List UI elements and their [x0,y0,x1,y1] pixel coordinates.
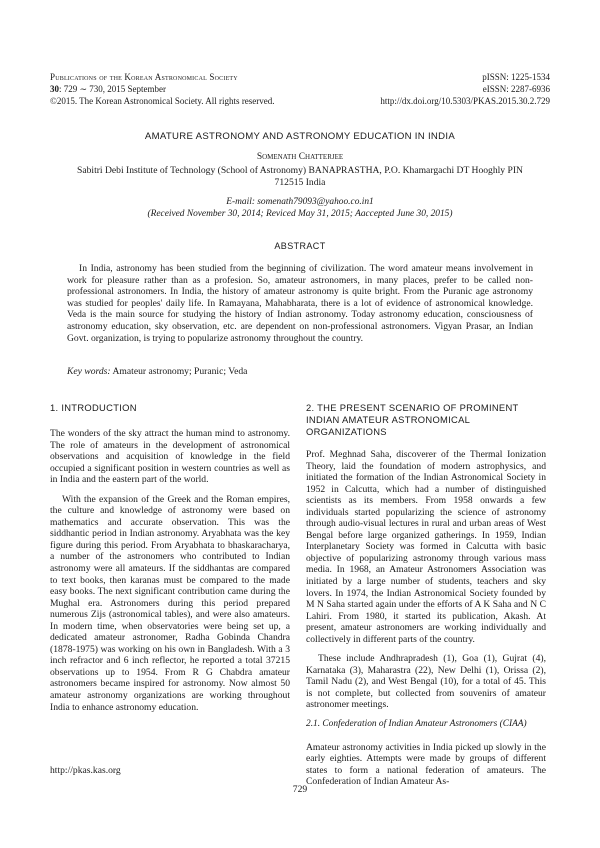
issn-header [300,71,550,107]
paper-title: AMATURE ASTRONOMY AND ASTRONOMY EDUCATION IN INDIA [144,131,456,142]
volume-number: 30 [50,84,59,94]
intro-paragraph-2: With the expansion of the Greek and the Roman empires, the culture and knowledge of astronomy were based on mathematics and accurate observation. This was the siddhantic period in Indian astronomy. Aryabhata was the key figure during this period. From Aryabhata to bhaskaracharya, a number of the astronomers who contributed to Indian astronomy were all amateurs. If the siddhantas are compared to text books, then karanas must be compared to the made easy books. The next significant contribution came during the Mughal era. Astronomers during this period prepared numerous Zijs (astronomical tables), and were also amateurs. In modern time, when observatories were being set up, a dedicated amateur astronomer, Radha Gobinda Chandra (1878-1975) was working on his own in Bangladesh. With a 3 inch refractor and 6 inch reflector, he reported a total 37215 observations up to 1954. From R G Chabdra amateur astronomers became inspired for astronomy. Now almost 50 amateur astronomy organizations are working throughout India to enhance astronomy education. [50,493,290,713]
affiliation [50,165,550,189]
pages-date: : 729 ∼ 730, 2015 September [59,84,167,94]
doi-link[interactable]: http://dx.doi.org/10.5303/PKAS.2015.30.2.729 [380,96,550,106]
abstract-text: In India, astronomy has been studied from the beginning of civilization. The word amateur means involvement in work for pleasure rather than as a profesion. So, amateur astronomers, in many places, prefer to be called non-professional astronomers. In India, the history of amateur astronomy is quite bright. From the Puranic age astronomy was studied for peoples' daily life. In Ramayana, Mahabharata, there is a lot of evidence of astronomical knowledge. Veda is the main source for studying the history of Indian astronomy. Today astronomy education, consciousness of astronomy education, sky observation, etc. are dependent on non-professional astronomers. Vigyan Prasar, an Indian Govt. organization, is trying to popularize astronomy throughout the country. [67,263,533,344]
eissn: eISSN: 2287-6936 [482,84,550,94]
scenario-paragraph-1: Prof. Meghnad Saha, discoverer of the Thermal Ionization Theory, laid the foundation of modern astrophysics, and initiated the formation of the Indian Astronomical Society in 1952 in Calcutta, which had a number of distinguished scientists as its members. From 1958 onwards a few individuals started popularizing the science of astronomy through audio-visual lectures in rural and urban areas of West Bengal before large organized gatherings. In 1959, Indian Interplanetary Society was formed in Calcutta with basic objective of popularizing astronomy through various mass media. In 1968, an Amateur Astronomers Association was initiated by a large number of students, teachers and sky lovers. In 1974, the Indian Astronomical Society founded by M N Saha started again under the efforts of A K Saha and N C Lahiri. From 1980, it started its publication, Akash. At present, amateur astronomers are working individually and collectively in different parts of the country. [306,449,546,645]
title-block [50,131,550,219]
copyright: ©2015. The Korean Astronomical Society. All rights reserved. [50,96,275,106]
received-dates: (Received November 30, 2014; Reviced May 31, 2015; Aaccepted June 30, 2015) [147,209,453,219]
pissn: pISSN: 1225-1534 [482,72,550,82]
page-number: 729 [292,784,308,795]
footer-url[interactable]: http://pkas.kas.org [50,765,121,776]
intro-paragraph-1: The wonders of the sky attract the human mind to astronomy. The role of amateurs in the development of astronomical observations and acquisition of knowledge in the field occupied a significant position in western countries as well as in India and the eastern part of the world. [50,428,290,486]
left-column [50,402,290,721]
scenario-paragraph-2: These include Andhrapradesh (1), Goa (1), Gujrat (4), Karnataka (3), Maharastra (22), New Delhi (1), Orissa (2), Tamil Nadu (2), and West Bengal (10), for a total of 45. This is not complete, but collected from souvenirs of amateur astronomer meetings. [306,653,546,711]
affiliation-line-2: 712515 India [274,177,326,188]
section-heading-present-scenario: 2. THE PRESENT SCENARIO OF PROMINENT INDIAN AMATEUR ASTRONOMICAL ORGANIZATIONS [306,402,519,437]
journal-name: Publications of the Korean Astronomical Society [50,72,238,82]
affiliation-line-1: Sabitri Debi Institute of Technology (School of Astronomy) BANAPRASTHA, P.O. Khamargachi DT Hooghly PIN [77,165,523,176]
section-heading-introduction: 1. INTRODUCTION [50,402,137,413]
keywords [67,366,533,377]
author-name: Somenath Chatterjee [256,152,344,162]
author-email[interactable]: E-mail: somenath79093@yahoo.co.in1 [226,197,374,207]
subsection-heading-ciaa: 2.1. Confederation of Indian Amateur Astronomers (CIAA) [306,719,527,730]
abstract-heading: ABSTRACT [274,241,326,251]
keywords-label: Key words: [67,366,111,377]
ciaa-paragraph: Amateur astronomy activities in India picked up slowly in the early eighties. Attempts were made by groups of different states to form a national federation of amateurs. The Confederation of Indian Amateur As- [306,741,546,788]
right-column [306,402,546,796]
keywords-list: Amateur astronomy; Puranic; Veda [112,366,248,377]
